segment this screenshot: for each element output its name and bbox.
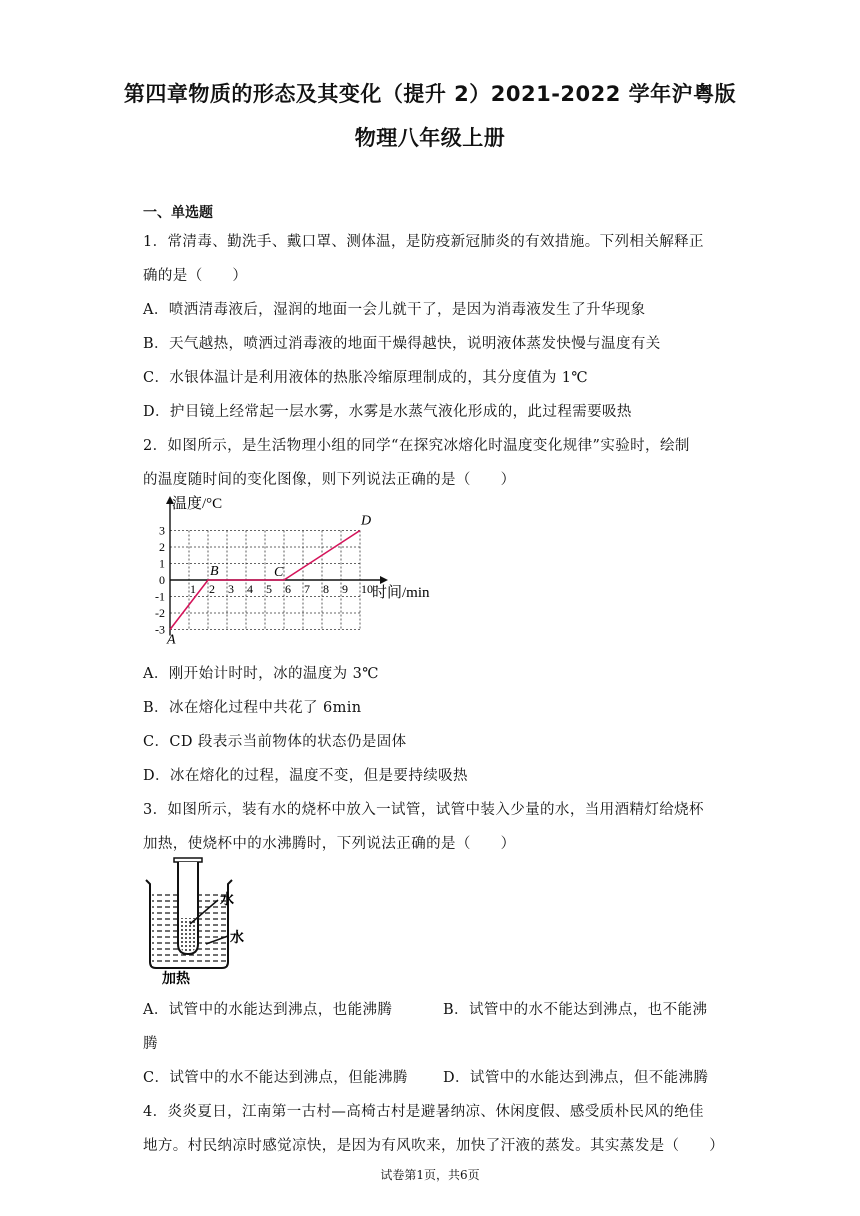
q1-stem-line2: 确的是（ ） <box>143 268 248 284</box>
y-tick-label: -3 <box>155 622 165 637</box>
point-label: D <box>361 513 372 529</box>
x-axis-title: 时间/min <box>372 585 430 601</box>
q2-stem-line1: 2．如图所示，是生活物理小组的同学“在探究冰熔化时温度变化规律”实验时，绘制 <box>143 438 690 454</box>
y-tick-label: 0 <box>159 573 165 587</box>
beaker-test-tube-figure <box>140 856 250 986</box>
q3-option-b-continued: 腾 <box>143 1036 158 1052</box>
x-tick-label: 7 <box>304 582 310 596</box>
y-tick-label: 2 <box>159 540 165 554</box>
point-label: A <box>167 632 176 648</box>
point-label: C <box>274 565 284 580</box>
q1-option-c: C．水银体温计是利用液体的热胀冷缩原理制成的，其分度值为 1℃ <box>143 370 589 386</box>
q3-option-c: C．试管中的水不能达到沸点，但能沸腾 <box>143 1070 408 1086</box>
page-footer: 试卷第1页，共6页 <box>380 1168 480 1182</box>
doc-title-line2: 物理八年级上册 <box>354 126 506 150</box>
q3-stem-line2: 加热，使烧杯中的水沸腾时，下列说法正确的是（ ） <box>143 836 516 852</box>
q1-stem-line1: 1．常清毒、勤洗手、戴口罩、测体温，是防疫新冠肺炎的有效措施。下列相关解释正 <box>143 234 704 250</box>
fig-label-tube-water: 水 <box>220 893 234 908</box>
q3-option-d: D．试管中的水能达到沸点，但不能沸腾 <box>443 1070 709 1086</box>
y-tick-label: 3 <box>159 523 165 538</box>
q3-option-b: B．试管中的水不能达到沸点，也不能沸 <box>443 1002 708 1018</box>
x-tick-label: 9 <box>342 582 348 596</box>
y-tick-label: 1 <box>159 556 165 571</box>
x-tick-label: 8 <box>323 582 329 596</box>
point-label: B <box>210 564 219 579</box>
y-tick-label: -2 <box>155 606 165 620</box>
section-heading: 一、单选题 <box>143 205 213 221</box>
fig-label-beaker-water: 水 <box>230 931 244 946</box>
temperature-time-chart <box>140 492 440 652</box>
q3-option-a: A．试管中的水能达到沸点，也能沸腾 <box>143 1002 393 1018</box>
fig-label-heat: 加热 <box>162 972 190 986</box>
x-tick-label: 3 <box>228 582 234 596</box>
q2-stem-line2: 的温度随时间的变化图像，则下列说法正确的是（ ） <box>143 472 516 488</box>
x-tick-label: 6 <box>285 582 291 596</box>
q3-stem-line1: 3．如图所示，装有水的烧杯中放入一试管，试管中装入少量的水，当用酒精灯给烧杯 <box>143 802 704 818</box>
q2-option-a: A．刚开始计时时，冰的温度为 3℃ <box>143 666 379 682</box>
q2-option-d: D．冰在熔化的过程，温度不变，但是要持续吸热 <box>143 768 468 784</box>
y-axis-title: 温度/°C <box>172 496 223 512</box>
doc-title-line1: 第四章物质的形态及其变化（提升 2）2021-2022 学年沪粤版 <box>123 82 737 106</box>
x-tick-label: 2 <box>209 582 215 596</box>
x-tick-label: 1 <box>190 582 196 596</box>
x-tick-label: 4 <box>247 582 253 596</box>
q1-option-b: B．天气越热，喷洒过消毒液的地面干燥得越快，说明液体蒸发快慢与温度有关 <box>143 336 661 352</box>
q1-option-a: A．喷洒清毒液后，湿润的地面一会儿就干了，是因为消毒液发生了升华现象 <box>143 302 646 318</box>
x-axis-arrow <box>380 576 388 584</box>
q4-stem-line2: 地方。村民纳凉时感觉凉快，是因为有风吹来，加快了汗液的蒸发。其实蒸发是（ ） <box>143 1138 725 1154</box>
q1-option-d: D．护目镜上经常起一层水雾，水雾是水蒸气液化形成的，此过程需要吸热 <box>143 404 632 420</box>
y-tick-label: -1 <box>155 589 165 604</box>
q2-option-b: B．冰在熔化过程中共花了 6min <box>143 700 362 716</box>
x-tick-label: 5 <box>266 582 272 596</box>
q2-option-c: C．CD 段表示当前物体的状态仍是固体 <box>143 734 407 750</box>
x-tick-label: 10 <box>361 582 373 596</box>
q4-stem-line1: 4．炎炎夏日，江南第一古村—高椅古村是避暑纳凉、休闲度假、感受质朴民风的绝佳 <box>143 1104 704 1120</box>
